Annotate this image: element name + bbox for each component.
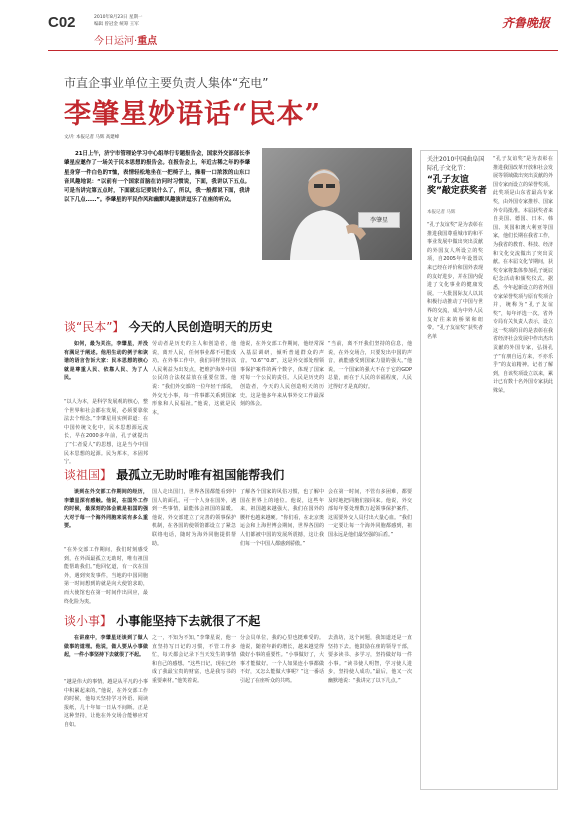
section-headline: 最孤立无助时唯有祖国能帮我们 [116, 468, 285, 482]
paper-logo: 齐鲁晚报 [501, 16, 550, 30]
article-kicker: 市直企事业单位主要负责人集体“充电” [64, 76, 269, 90]
issue-date: 2010年8月23日 星期一 [94, 15, 143, 20]
section-headline: 今天的人民创造明天的历史 [128, 320, 273, 334]
editors-line: 编辑 曾冠金 统筹 王军 [94, 22, 139, 27]
sidebar-small-title: 关注2010中国曲阜国际孔子文化节： [427, 156, 485, 172]
section-column: “越是伟大的事情，越是从平凡的小事中积累起来的。”他说，在外交部工作的时候，他每天坚持学习外语、阅读报纸，几十年如一日从不间断。正是这种坚持，让他在外交场合能够应对自如。 [64, 679, 148, 728]
section-column: 之一，不知为不知，”李肇星说，他一直坚持写日记的习惯，不管工作多忙，每天都会记录下当天发生的事情和自己的感想。“这些日记，现在已经成了我最宝贵的财富，也是我写书的重要素材。”他笑着说。 [152, 635, 236, 684]
article-byline: 文/片 本报记者 马辉 高建峰 [64, 135, 120, 140]
issue-meta [94, 14, 142, 28]
section-column: 他说，在外交部工作期间，他经常深入基层调研，倾听普通群众的声音。“0.6”“0.8”，这是外交部处理领事保护案件的两个数字，体现了国家对每一个公民的责任。人民是历史的创造者，今天的人民创造明天的历史。这是他多年来从事外交工作最深刻的体会。 [240, 341, 324, 408]
section-prefix: 今日运河· [94, 36, 138, 47]
article-lead: 21日上午，济宁市管理论学习中心组举行专题报告会，国家外交部部长李肇星应邀作了一场关于民本思想的报告会。在报告会上，年近古稀之年的李肇星身穿一件白色的T恤，表情轻松地坐在一把椅子上，操着一口浓浓的山东口音风趣地说：“以前有一个国家首脑在访问时习惯说，下面，我讲以下五点。可是当讲完第五点时，下面就忘记要说什么了，所以，我一般都说下面，我讲以下几点……”。李肇星的平民作风和幽默风趣演讲逗乐了在座的听众。 [64, 151, 250, 204]
section-intro: 谈到在外交部工作期间的经历，李肇星深有感触。他说，在国外工作的时候，最深刻的体会就是祖国的强大对于每一个海外同胞来说有多么重要。 [64, 489, 148, 530]
section-column: “在外交部工作期间，我们时刻感受到，在外面最孤立无助时，唯有祖国能帮助我们。”他回忆道，有一次在国外，遇到突发事件，当地的中国同胞第一时间想到的就是向大使馆求助，而大使馆也在第一时间作出回应，最终化险为夷。 [64, 547, 148, 605]
page-number: C02 [48, 14, 76, 31]
section-tag-label: 谈祖国】 [64, 468, 113, 482]
sidebar-headline: “孔子友谊奖”敲定获奖者 [427, 175, 487, 196]
section-column: 国人走出国门，世界各国都能看到中国人的面孔。可一个人身在国外，遇到一些事情，最能体会祖国的温暖。他说，外交部建立了完善的领事保护机制，在各国的使领馆都设立了紧急联络电话，随时为海外同胞提供帮助。 [152, 489, 236, 547]
section-column: 劳动者是历史的主人和创造者，他说，离开人民，任何事业都不可能成功。在外事工作中，我们同样坚持以人民利益为出发点，把维护海外中国公民的合法权益放在重要位置。他说：“我们外交部的一位年轻干部说，外交无小事，每一件事都关系到国家形象和人民福祉。”他说，这就是民本。 [152, 341, 236, 416]
section-heading [64, 612, 260, 629]
section-bold: 重点 [137, 36, 158, 47]
article-title: 李肇星妙语话“民本” [64, 99, 322, 130]
section-column: “以人为本，是科学发展观的核心，整个世界和社会都在发展，必须要靠依法去个理念。”李肇星用实例讲道：在中国传统文化中，民本思想源远流长，早在2000多年前，孔子就提出了“仁者爱人”的思想，这是当今中国民本思想的起源。民为邦本，本固邦宁。 [64, 399, 148, 466]
section-tag-label: 谈小事】 [64, 614, 113, 628]
header-divider [48, 50, 558, 51]
section-headline: 小事能坚持下去就很了不起 [116, 614, 261, 628]
page-header [48, 10, 558, 54]
section-column: 去劲坊，这个问题，我知道还是一直坚持下去。他鼓励在座的领导干部，要多读书、多学习，坚持做好每一件小事。“读书使人明智，学习使人进步，坚持使人成功。”最后，他又一次幽默地说：“我讲完了以下几点。” [328, 635, 412, 684]
sidebar-author: 本报记者 马辉 [427, 210, 456, 215]
section-column: 会在第一时间，不管有多困难，都要及时地把同胞们接回来。他说，外交部每年要处理数万起领事保护案件，这需要外交人员付出大量心血。“我们一定要让每一个海外同胞都感到，祖国永远是他们最坚强的后盾。” [328, 489, 412, 538]
section-column: “当前，离不开我们坚持的信息，他说，在外交场合，只要发出中国的声音，就能感受到国家力量的强大。”他说，一个国家的强大不在于它的GDP总量，而在于人民的幸福程度，人民过得好才是真的好。 [328, 341, 412, 390]
section-heading [64, 318, 273, 335]
speaker-photo [262, 148, 412, 260]
section-tag [94, 32, 157, 47]
sidebar-column-2: “孔子友谊奖”是为表彰在推进我国改革开放和社会发展等领域做出突出贡献的外国专家而设立的荣誉奖项。此奖项是山东省最高专家奖，由外国专家推荐、国家外专局批准。本届获奖者来自美国、德国、日本、韩国、英国和澳大利亚等国家，他们长期在我省工作，为我省的教育、科技、经济和文化交流做出了突出贡献。在本届文化节期间，获奖专家将集体参加孔子诞辰纪念活动和颁奖仪式。据悉，今年起新设立的省外国专家荣誉奖项与原有奖项合并，统称为“孔子友谊奖”，每年评选一次。省外专局有关负责人表示，设立这一奖项的目的是表彰在我省经济社会发展中作出杰出贡献的外国专家，弘扬孔子“有朋自远方来，不亦乐乎”的友谊精神。记者了解到，自该奖项设立以来，累计已有数十名外国专家获此殊荣。 [493, 156, 554, 395]
section-column: 了解各个国家的风俗习惯，也了解中国在世界上的地位。他说，这些年来，祖国越来越强大，我们在国外的腰杆也越来越硬。“你们看，在北京奥运会和上海世博会期间，世界各国的人们都被中国的发展所震撼，这让我们每一个中国人都感到骄傲。” [240, 489, 324, 547]
section-heading [64, 466, 284, 483]
speaker-figure-icon [262, 148, 412, 260]
name-plate: 李肇星 [358, 212, 400, 228]
section-intro: 如何，最为关注，李肇星，并没有满足于阐述。他用生动的例子和诙谐的语言告诉大家：民本思想的核心就是尊重人民、依靠人民、为了人民。 [64, 341, 148, 382]
sidebar-column-1: “孔子友谊奖”是为表彰在推进我国尊重城市的和平事业发展中做出突出贡献的外国友人所设立的奖项，自2005年年设置以来已经在评价和国外表现的友好进步，并在国内促进了文化事业的健康发展。一大批国际友人以其积极行动推动了中国与世界的交流，成为中外人民友好往来的桥梁和纽带。“孔子友谊奖”获奖者名单 [427, 222, 483, 340]
section-intro: 在讲座中，李肇星还谈到了做人做事的道理。他说，做人要从小事做起，一件小事坚持下去就很了不起。 [64, 635, 148, 659]
section-column: 分会员单位，我的心里也挺难受的。他说，随着年龄的增长，越来越觉得做好小事的重要性。“小事做好了，大事才能做好。一个人如果连小事都做不好，又怎么能做大事呢？”这一番话引起了在座听众的共鸣。 [240, 635, 324, 684]
section-tag-label: 谈“民本”】 [64, 320, 125, 334]
sidebar-box [420, 150, 558, 790]
